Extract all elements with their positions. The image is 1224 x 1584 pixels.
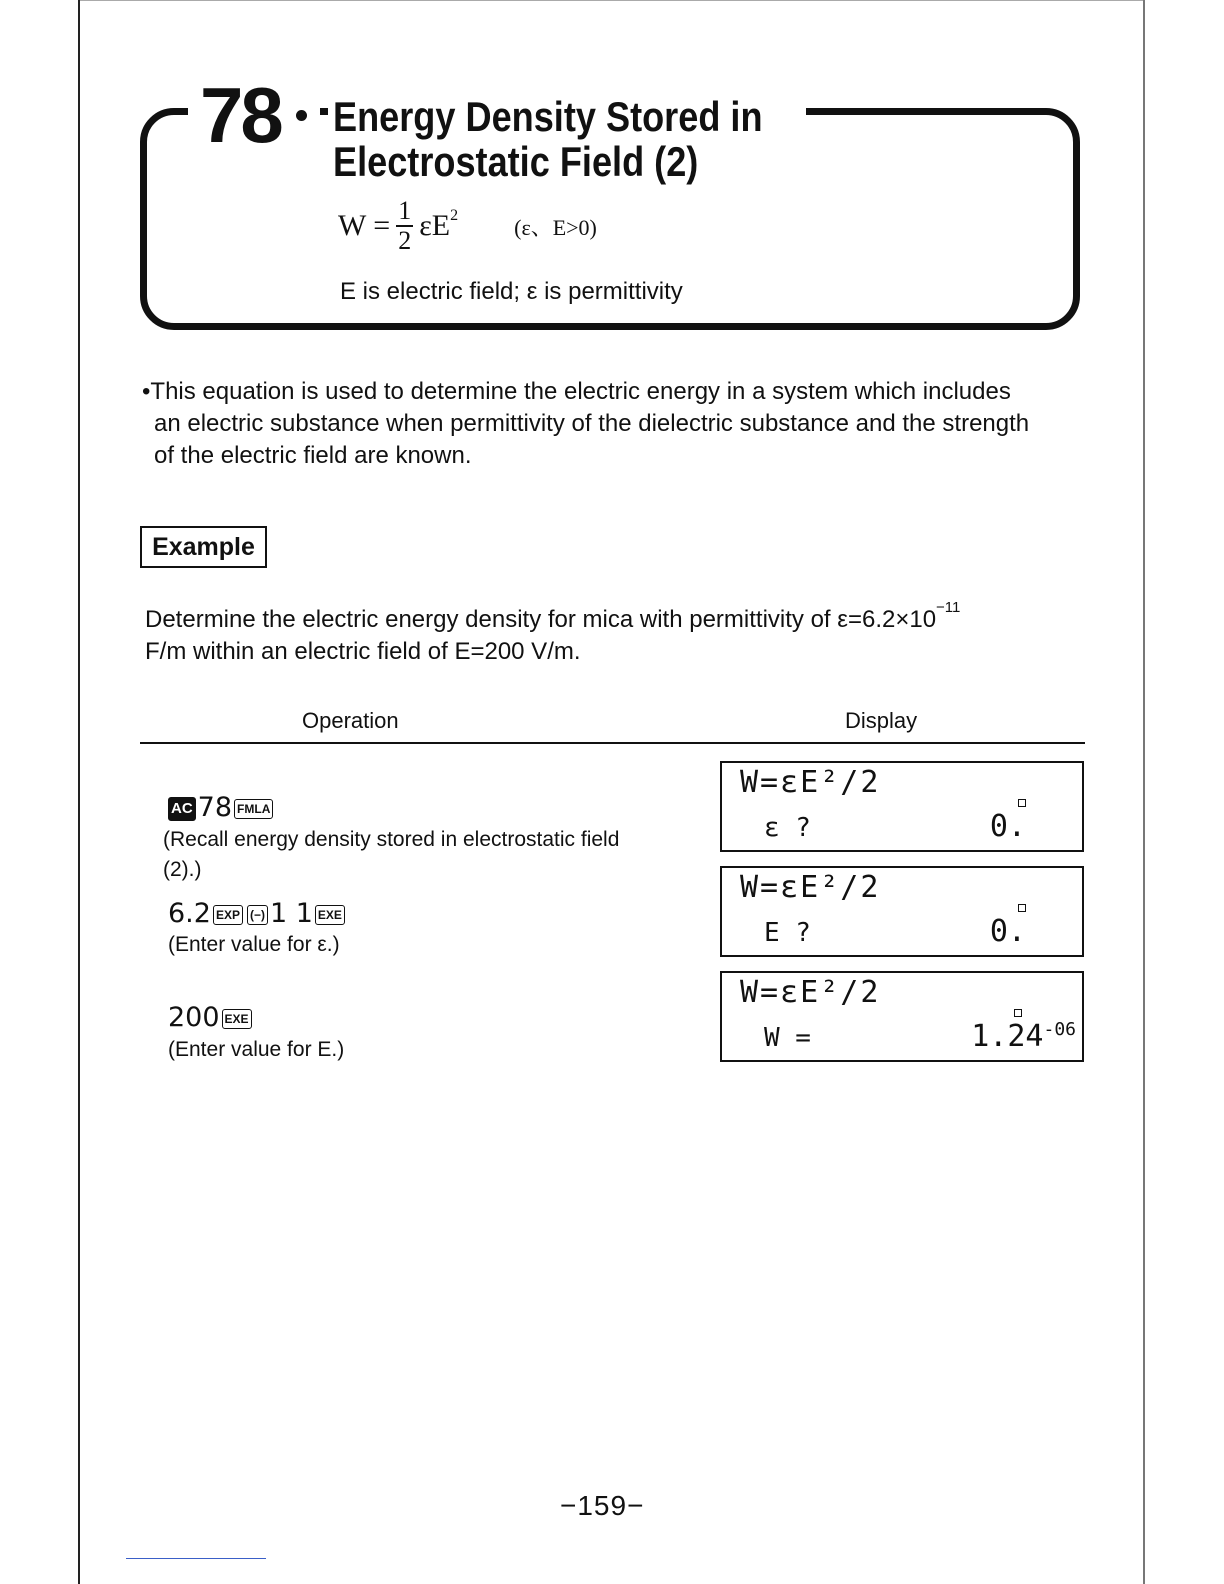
formula-description: E is electric field; ε is permittivity — [340, 278, 683, 305]
step1-description — [163, 825, 703, 885]
page-edge-left — [78, 0, 80, 1584]
bullet-icon: • — [142, 378, 151, 405]
bottom-line — [126, 1558, 266, 1559]
formula-exponent: 2 — [450, 207, 459, 224]
display-equation: W=εE²/2 — [740, 870, 881, 905]
fmla-key-icon: FMLA — [234, 799, 273, 819]
display-exponent: -06 — [1043, 1019, 1076, 1040]
formula-rhs: εE — [419, 209, 451, 242]
intro-line2: an electric substance when permittivity of the dielectric substance and the strength — [154, 410, 1030, 437]
page-edge-right — [1143, 0, 1145, 1584]
section-title-line1: Energy Density Stored in — [333, 93, 763, 140]
negative-key-icon: (−) — [247, 905, 268, 925]
ac-key-icon: AC — [168, 797, 196, 821]
step3-input: 200 — [168, 1002, 220, 1033]
display-prompt: ε ? — [764, 813, 811, 843]
step1-desc-line1: (Recall energy density stored in electrostatic field — [163, 828, 620, 851]
indicator-icon — [1014, 1009, 1022, 1017]
section-number: 78 — [200, 71, 281, 159]
display-value: 0. — [989, 914, 1026, 949]
display-equation: W=εE²/2 — [740, 765, 881, 800]
column-header-operation: Operation — [302, 708, 399, 733]
formula-condition: (ε、E>0) — [514, 214, 597, 240]
display-panel-2 — [720, 866, 1084, 957]
step2-input: 6.2 — [168, 898, 211, 929]
column-header-display: Display — [845, 708, 918, 733]
step1-keys — [166, 792, 275, 823]
step2-input2: 1 1 — [269, 898, 313, 929]
step2-keys — [168, 898, 347, 929]
intro-paragraph — [142, 376, 1092, 472]
display-panel-3 — [720, 971, 1084, 1062]
formula-fraction — [396, 198, 413, 254]
indicator-icon — [1018, 799, 1026, 807]
section-number-dot — [296, 110, 307, 121]
step2-description: (Enter value for ε.) — [168, 933, 340, 956]
example-line2: F/m within an electric field of E=200 V/m. — [145, 638, 581, 665]
display-prompt: W = — [764, 1023, 811, 1053]
formula — [338, 198, 597, 254]
example-label: Example — [140, 526, 267, 568]
intro-line3: of the electric field are known. — [154, 442, 472, 469]
fraction-numerator: 1 — [398, 196, 412, 225]
section-title — [333, 94, 763, 184]
step3-keys — [168, 1002, 254, 1033]
table-rule — [140, 742, 1085, 744]
display-mantissa: 1.24 — [971, 1019, 1044, 1054]
page-number: −159− — [560, 1490, 645, 1521]
example-line1: Determine the electric energy density for mica with permittivity of ε=6.2×10 — [145, 606, 937, 633]
display-value-result — [971, 1019, 1076, 1054]
section-title-line2: Electrostatic Field (2) — [333, 138, 699, 185]
step1-desc-line2: (2).) — [163, 858, 202, 881]
exp-key-icon: EXP — [213, 905, 243, 925]
display-panel-1 — [720, 761, 1084, 852]
display-prompt: E ? — [764, 918, 811, 948]
page-edge-top — [80, 0, 1143, 1]
formula-lhs: W = — [338, 209, 391, 242]
step1-input: 78 — [197, 792, 233, 823]
intro-line1: This equation is used to determine the electric energy in a system which includes — [150, 378, 1011, 405]
step3-description: (Enter value for E.) — [168, 1038, 345, 1061]
example-problem — [145, 598, 1105, 668]
example-exponent: −11 — [936, 599, 961, 616]
exe-key-icon: EXE — [222, 1009, 252, 1029]
indicator-icon — [1018, 904, 1026, 912]
display-value: 0. — [989, 809, 1026, 844]
fraction-denominator: 2 — [398, 226, 412, 255]
exe-key-icon: EXE — [315, 905, 345, 925]
display-equation: W=εE²/2 — [740, 975, 881, 1010]
